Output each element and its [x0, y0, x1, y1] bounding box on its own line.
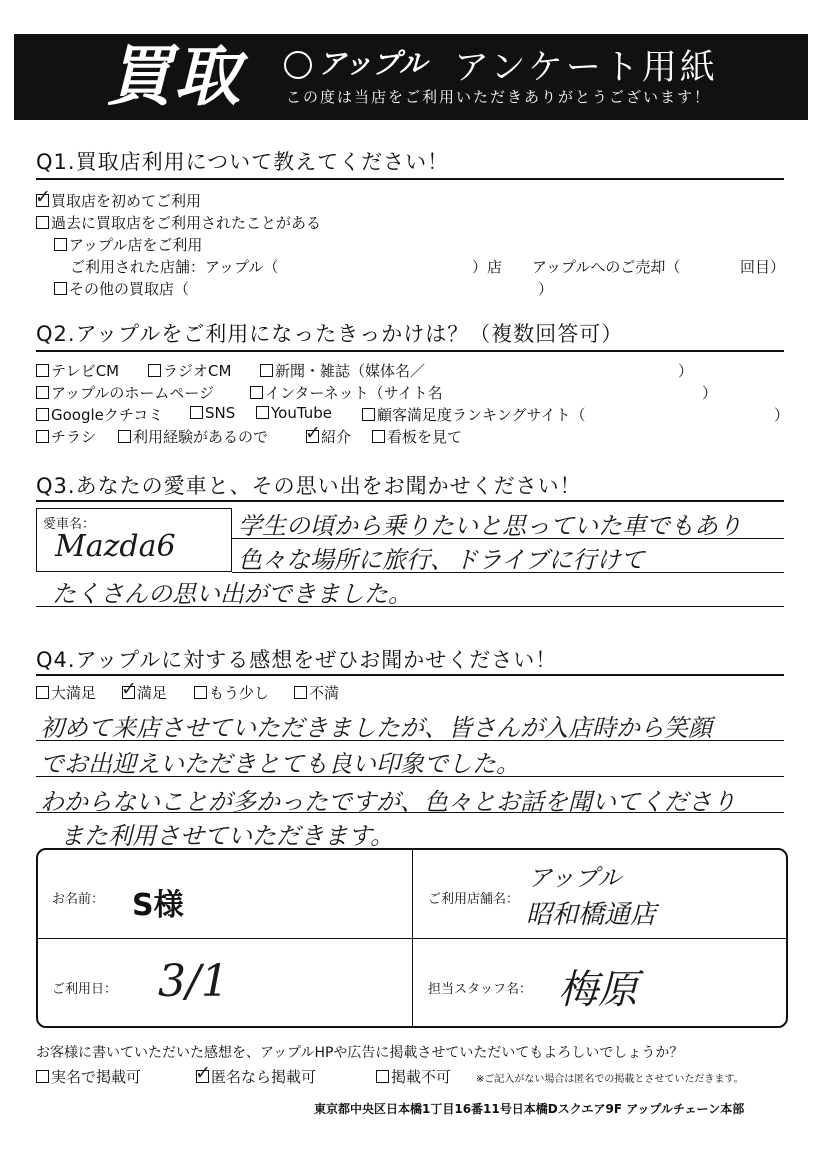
q4-option-not-quite[interactable]: [194, 682, 269, 703]
checkbox[interactable]: [36, 364, 49, 377]
header-title: アンケート用紙: [454, 48, 718, 88]
q2-option-internet[interactable]: [250, 382, 443, 403]
checkbox[interactable]: [194, 686, 207, 699]
q4-answer-line-4: また利用させていただきます。: [60, 822, 395, 850]
option-label: 新聞・雑誌（媒体名／: [275, 362, 426, 380]
q4-answer-line-1: 初めて来店させていただきましたが、皆さんが入店時から笑顔: [40, 714, 712, 742]
q1-option-other[interactable]: [54, 278, 189, 299]
checkbox[interactable]: [54, 282, 67, 295]
option-label: YouTube: [271, 404, 332, 422]
consent-option-not-allowed[interactable]: [376, 1066, 451, 1087]
divider: [38, 938, 786, 939]
customer-info-box: [36, 848, 788, 1028]
checkbox[interactable]: [36, 386, 49, 399]
checkbox[interactable]: [36, 686, 49, 699]
store-label: ご利用店舗名：: [428, 892, 520, 907]
header-banner: [14, 34, 808, 120]
checkbox[interactable]: [54, 238, 67, 251]
q2-option-newspaper[interactable]: [260, 360, 425, 381]
q1-sell-count-label: アップルへのご売却（: [532, 258, 681, 276]
option-label: アップル店をご利用: [69, 236, 203, 254]
option-label: アップルのホームページ: [51, 384, 215, 402]
q3-answer-line-1: 学生の頃から乗りたいと思っていた車でもあり: [238, 512, 742, 540]
car-name-label: 愛車名：: [43, 517, 96, 532]
q2-close-paren: ）: [774, 406, 790, 424]
option-label: 匿名なら掲載可: [211, 1068, 317, 1086]
option-label: 実名で掲載可: [51, 1068, 142, 1086]
checkbox[interactable]: [35, 186, 51, 208]
store-value-line-2[interactable]: 昭和橋通店: [526, 900, 657, 930]
car-name-handwriting: Mazda6: [55, 529, 176, 564]
q1-rule: [36, 178, 784, 180]
q2-option-referral[interactable]: [305, 422, 352, 447]
q1-store-used-label: ご利用された店舗：アップル（: [70, 258, 279, 276]
name-value[interactable]: S様: [132, 888, 184, 923]
consent-option-real-name[interactable]: [36, 1066, 141, 1087]
checkbox[interactable]: [190, 406, 203, 419]
q2-close-paren: ）: [678, 362, 694, 380]
check-mark-icon: ✓: [121, 678, 137, 700]
option-label: 利用経験があるので: [133, 428, 269, 446]
date-value[interactable]: 3/1: [158, 956, 229, 1007]
option-label: 看板を見て: [387, 428, 463, 446]
option-label: インターネット（サイト名: [265, 384, 443, 402]
checkbox[interactable]: [256, 406, 269, 419]
checkbox[interactable]: [36, 216, 49, 229]
q1-store-suffix: ）店: [472, 258, 503, 276]
car-name-box[interactable]: [36, 508, 232, 572]
q3-rule: [36, 500, 784, 502]
date-label: ご利用日：: [52, 982, 118, 997]
name-label: お名前：: [52, 892, 105, 907]
option-label: 紹介: [321, 428, 352, 446]
checkbox[interactable]: [121, 678, 137, 700]
q2-option-sns[interactable]: [190, 404, 235, 422]
check-mark-icon: ✓: [305, 422, 321, 444]
checkbox[interactable]: [250, 386, 263, 399]
consent-note: ※ご記入がない場合は匿名での掲載とさせていただきます。: [476, 1074, 744, 1085]
checkbox[interactable]: [294, 686, 307, 699]
q2-option-ranking-site[interactable]: [362, 404, 586, 425]
q4-option-satisfied[interactable]: [121, 678, 168, 703]
checkbox[interactable]: [376, 1070, 389, 1083]
store-value-line-1[interactable]: アップル: [528, 864, 622, 892]
q2-title: Q2.アップルをご利用になったきっかけは？（複数回答可）: [36, 322, 624, 346]
option-label: テレビCM: [51, 362, 120, 380]
q3-title: Q3.あなたの愛車と、その思い出をお聞かせください！: [36, 474, 582, 498]
q1-option-used-before[interactable]: [36, 212, 321, 233]
q2-option-tv[interactable]: [36, 360, 119, 381]
option-label: 買取店を初めてご利用: [51, 192, 202, 210]
q2-option-youtube[interactable]: [256, 404, 332, 422]
option-label: ラジオCM: [163, 362, 232, 380]
option-label: 顧客満足度ランキングサイト（: [377, 406, 586, 424]
q2-option-experience[interactable]: [118, 426, 268, 447]
apple-logo: [284, 42, 427, 82]
option-label: 過去に買取店をご利用されたことがある: [51, 214, 322, 232]
checkbox[interactable]: [148, 364, 161, 377]
check-mark-icon: ✓: [35, 186, 51, 208]
q2-option-signboard[interactable]: [372, 426, 462, 447]
option-label: もう少し: [209, 684, 270, 702]
q2-option-homepage[interactable]: [36, 382, 214, 403]
checkbox[interactable]: [195, 1062, 211, 1084]
q2-close-paren: ）: [702, 384, 718, 402]
option-label: Googleクチコミ: [51, 406, 164, 424]
checkbox[interactable]: [36, 1070, 49, 1083]
checkbox[interactable]: [260, 364, 273, 377]
logo-badge-icon: [284, 51, 312, 79]
header-subtitle: この度は当店をご利用いただきありがとうございます！: [286, 88, 712, 106]
q2-option-flyer[interactable]: [36, 426, 96, 447]
q2-option-radio[interactable]: [148, 360, 231, 381]
option-label: チラシ: [51, 428, 97, 446]
q4-rule: [36, 674, 784, 676]
option-label: 満足: [137, 684, 168, 702]
q4-answer-line-3: わからないことが多かったですが、色々とお話を聞いてくださり: [40, 788, 736, 816]
q1-other-close: ）: [538, 280, 554, 298]
q2-rule: [36, 350, 784, 352]
checkbox[interactable]: [118, 430, 131, 443]
checkbox[interactable]: [36, 408, 49, 421]
checkbox[interactable]: [362, 408, 375, 421]
checkbox[interactable]: [372, 430, 385, 443]
footer-address: 東京都中央区日本橋1丁目16番11号日本橋Dスクエア9F アップルチェーン本部: [314, 1102, 745, 1116]
option-label: 不満: [309, 684, 340, 702]
q1-option-first-time[interactable]: [35, 186, 202, 211]
consent-question: お客様に書いていただいた感想を、アップルHPや広告に掲載させていただいてもよろしいでしょうか？: [36, 1045, 684, 1061]
checkbox[interactable]: [305, 422, 321, 444]
option-label: その他の買取店（: [69, 280, 190, 298]
header-kanji: 買取: [106, 38, 242, 115]
q4-option-very-satisfied[interactable]: [36, 682, 96, 703]
q4-title: Q4.アップルに対する感想をぜひお聞かせください！: [36, 648, 558, 672]
check-mark-icon: ✓: [195, 1062, 211, 1084]
checkbox[interactable]: [36, 430, 49, 443]
q3-answer-line-2: 色々な場所に旅行、ドライブに行けて: [238, 546, 645, 574]
consent-option-anonymous[interactable]: [195, 1062, 317, 1087]
q4-option-dissatisfied[interactable]: [294, 682, 339, 703]
option-label: 掲載不可: [391, 1068, 452, 1086]
q3-answer-line-3: たくさんの思い出ができました。: [52, 580, 412, 608]
q1-sell-count-suffix: 回目）: [740, 258, 786, 276]
q4-answer-line-2: でお出迎えいただきとても良い印象でした。: [40, 750, 520, 778]
q2-option-google[interactable]: [36, 404, 163, 425]
option-label: SNS: [205, 404, 236, 422]
option-label: 大満足: [51, 684, 97, 702]
q1-title: Q1.買取店利用について教えてください！: [36, 150, 450, 174]
staff-value[interactable]: 梅原: [558, 967, 638, 1013]
staff-label: 担当スタッフ名：: [428, 982, 533, 997]
q1-option-apple-store[interactable]: [54, 234, 202, 255]
logo-text: アップル: [318, 47, 427, 80]
